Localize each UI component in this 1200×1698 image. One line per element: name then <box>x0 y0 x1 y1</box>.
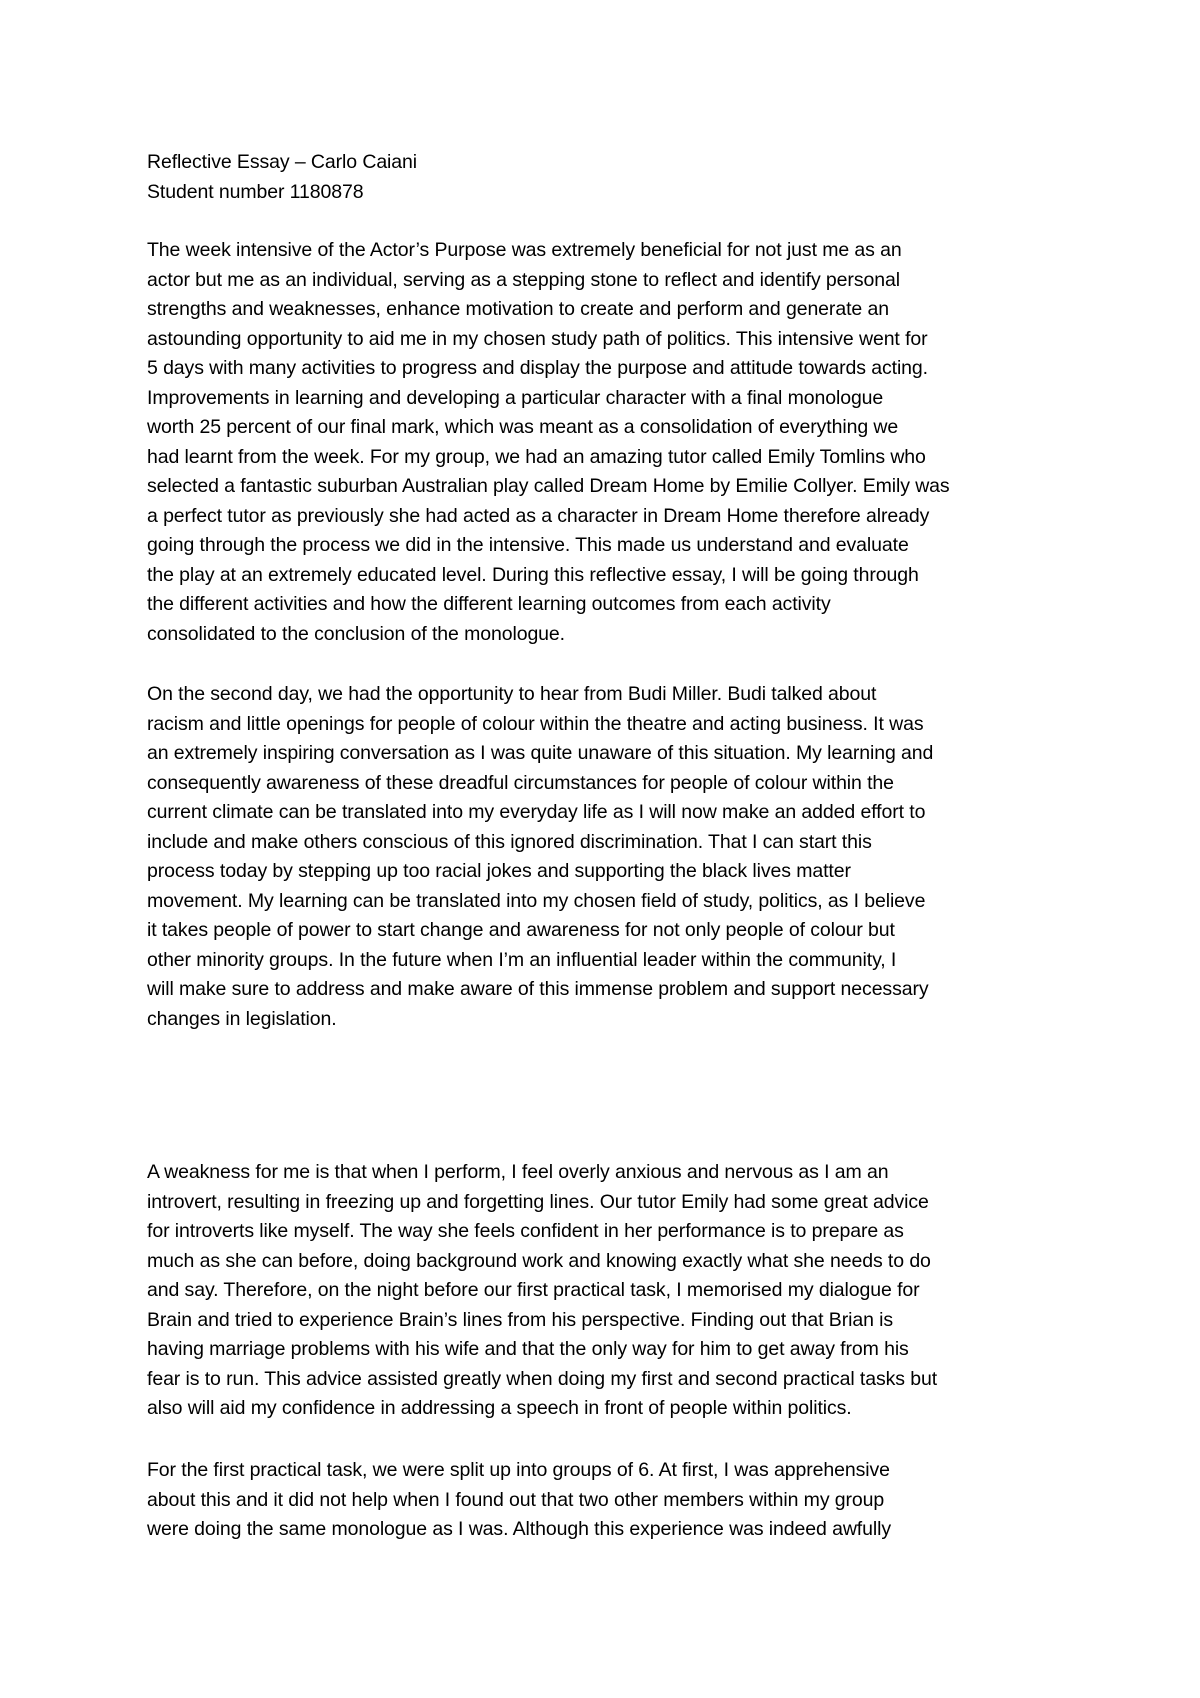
paragraph-line: process today by stepping up too racial jokes and supporting the black lives matter <box>147 860 851 882</box>
paragraph-line: 5 days with many activities to progress and display the purpose and attitude towards acting. <box>147 357 928 379</box>
paragraph-line: other minority groups. In the future when I’m an influential leader within the community, I <box>147 948 897 971</box>
paragraph-line: much as she can before, doing background work and knowing exactly what she needs to do <box>147 1249 931 1272</box>
paragraph-line: Brain and tried to experience Brain’s lines from his perspective. Finding out that Brian is <box>147 1308 894 1331</box>
paragraph-line: a perfect tutor as previously she had acted as a character in Dream Home therefore already <box>147 504 930 527</box>
paragraph-line: consequently awareness of these dreadful circumstances for people of colour within the <box>147 771 894 794</box>
paragraph-weakness <box>147 1158 1067 1424</box>
paragraph-line: were doing the same monologue as I was. Although this experience was indeed awfully <box>147 1518 891 1540</box>
paragraph-line: A weakness for me is that when I perform, I feel overly anxious and nervous as I am an <box>147 1161 889 1183</box>
paragraph-line: having marriage problems with his wife and that the only way for him to get away from his <box>147 1338 909 1360</box>
paragraph-line: the different activities and how the different learning outcomes from each activity <box>147 593 831 615</box>
student-number: Student number 1180878 <box>147 180 364 203</box>
paragraph-line: include and make others conscious of this ignored discrimination. That I can start this <box>147 830 872 853</box>
paragraph-line: for introverts like myself. The way she feels confident in her performance is to prepare as <box>147 1220 904 1242</box>
essay-title: Reflective Essay – Carlo Caiani <box>147 151 418 173</box>
paragraph-line: actor but me as an individual, serving as a stepping stone to reflect and identify personal <box>147 268 900 291</box>
paragraph-line: racism and little openings for people of colour within the theatre and acting business. It was <box>147 712 924 735</box>
paragraph-line: worth 25 percent of our final mark, which was meant as a consolidation of everything we <box>147 416 899 438</box>
paragraph-line: Improvements in learning and developing a particular character with a final monologue <box>147 386 884 409</box>
paragraph-line: selected a fantastic suburban Australian play called Dream Home by Emilie Collyer. Emily was <box>147 475 950 497</box>
paragraph-line: the play at an extremely educated level. During this reflective essay, I will be going through <box>147 563 919 586</box>
paragraph-intro <box>147 236 1067 649</box>
paragraph-line: will make sure to address and make aware of this immense problem and support necessary <box>147 978 929 1000</box>
paragraph-line: strengths and weaknesses, enhance motivation to create and perform and generate an <box>147 298 889 320</box>
paragraph-line: also will aid my confidence in addressing a speech in front of people within politics. <box>147 1397 852 1419</box>
paragraph-line: fear is to run. This advice assisted greatly when doing my first and second practical tasks but <box>147 1367 938 1390</box>
paragraph-line: On the second day, we had the opportunity to hear from Budi Miller. Budi talked about <box>147 683 877 705</box>
essay-header <box>147 148 1067 207</box>
paragraph-line: and say. Therefore, on the night before our first practical task, I memorised my dialogue for <box>147 1279 920 1301</box>
paragraph-second-day <box>147 680 1067 1034</box>
paragraph-line: movement. My learning can be translated into my chosen field of study, politics, as I believe <box>147 889 926 912</box>
paragraph-practical-task <box>147 1456 1067 1545</box>
paragraph-line: an extremely inspiring conversation as I was quite unaware of this situation. My learning and <box>147 742 934 764</box>
paragraph-line: astounding opportunity to aid me in my chosen study path of politics. This intensive went for <box>147 327 928 350</box>
paragraph-line: changes in legislation. <box>147 1007 337 1030</box>
paragraph-line: introvert, resulting in freezing up and forgetting lines. Our tutor Emily had some great advice <box>147 1190 929 1213</box>
paragraph-line: about this and it did not help when I found out that two other members within my group <box>147 1488 885 1511</box>
paragraph-line: consolidated to the conclusion of the monologue. <box>147 622 565 645</box>
paragraph-line: had learnt from the week. For my group, we had an amazing tutor called Emily Tomlins who <box>147 445 926 468</box>
paragraph-line: The week intensive of the Actor’s Purpose was extremely beneficial for not just me as an <box>147 239 902 261</box>
paragraph-line: going through the process we did in the intensive. This made us understand and evaluate <box>147 534 909 556</box>
paragraph-line: For the first practical task, we were split up into groups of 6. At first, I was apprehensive <box>147 1459 890 1481</box>
paragraph-line: it takes people of power to start change and awareness for not only people of colour but <box>147 919 895 941</box>
paragraph-line: current climate can be translated into my everyday life as I will now make an added effort to <box>147 801 926 823</box>
